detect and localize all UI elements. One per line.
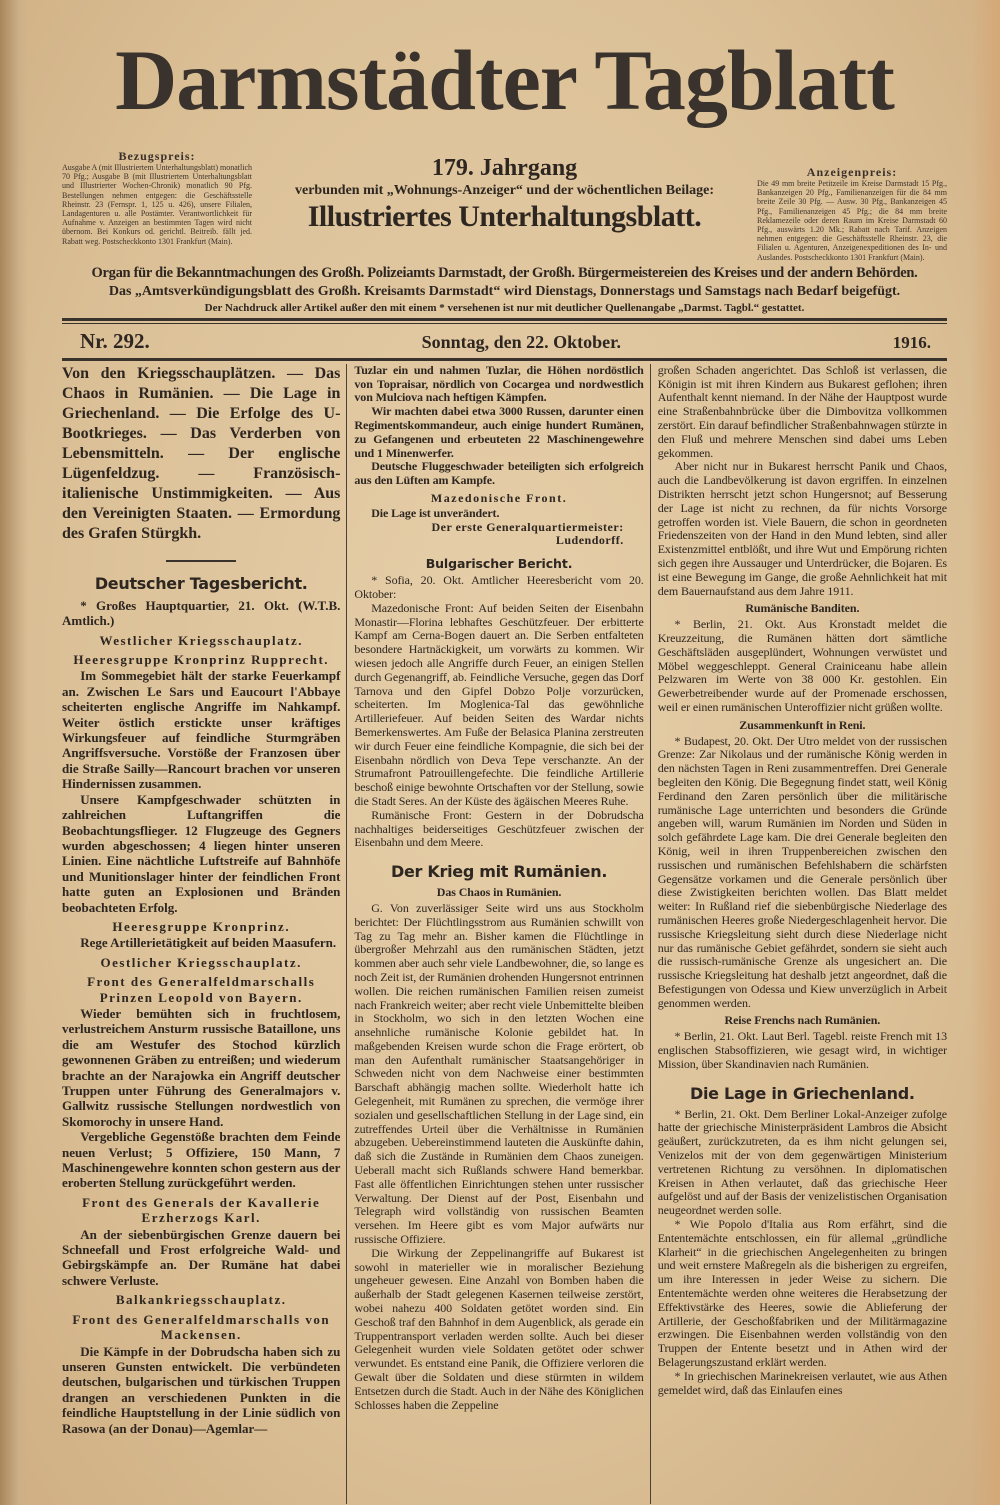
article-subheading: Zusammenkunft in Reni.: [739, 717, 866, 732]
article-paragraph: großen Schaden angerichtet. Das Schloß ist verlassen, die Königin ist mit ihren Kindern aus Bukarest geflohen; ihren Aufenthalt kennt niemand. In der Nähe der Hauptpost wurde eine Straßenbahnbrücke über die Dimbovitza vollkommen zerstört. Ein darauf befindlicher Straßenbahnwagen stürzte in den Fluß und mehrere Menschen sind dabei ums Leben gekommen.: [657, 362, 947, 460]
dateline-rule: [62, 358, 947, 361]
article-paragraph: * Berlin, 21. Okt. Aus Kronstadt meldet die Kreuzzeitung, die Rumänen hätten dort sämtliche Geschäftsläden ausgeplündert, Wohnungen verwüstet und Möbel weggeschleppt. General Crainiceanu habe allein Pelzwaren im Werte von 38 000 Kr. gestohlen. Ein Gewerbetreibender wurde auf der Promenade erschossen, weil er einen rumänischen Unteroffizier nicht grüßen wollte.: [657, 617, 947, 714]
article-paragraph: Mazedonische Front: Auf beiden Seiten der Eisenbahn Monastir—Florina lebhaftes Geschützfeuer. Der erbitterte Kampf am Cerna-Bogen dauert an. Die Serben entfalteten besondere Hartnäckigkeit, um vorwärts zu kommen. Wir wiesen jedoch alle Angriffe durch Feuer, an einigen Stellen durch Gegenangriff, ab. Feindliche Versuche, gegen das Dorf Tarnova und den Gipfel Dobzo Polje vorzurücken, scheiterten. Im Moglenica-Tal das gewöhnliche Artilleriefeuer. Auf beiden Seiten des Wardar nichts Bemerkenswertes. Am Fuße der Belasica Planina zerstreuten wir durch Feuer eine feindliche Kompagnie, die sich bei der Eisenbahn nördlich von Deva Tepe verschanzte. An der Strumafront Patrouillengefechte. Die feindliche Artillerie beschoß einige bewohnte Ortschaften vor der Stellung, sowie die Stadt Seres. An der Küste des ägäischen Meeres Ruhe.: [354, 600, 644, 808]
article-paragraph: * Budapest, 20. Okt. Der Utro meldet von der russischen Grenze: Zar Nikolaus und der rumänische König werden in den nächsten Tagen in Reni zusammentreffen. Drei Generale begleiten den König. Die Begegnung findet statt, weil König Ferdinand den Zaren persönlich über die militärische rumänische Lage unterrichten und besonders die Gründe angeben will, warum Rumänien im Norden und Süden in solch gefährdete Lage kam. Die drei Generale begleiten den König, weil in ihren Truppenbereichen zwischen den russischen und rumänischen Befehlshabern die schärfsten Gegensätze vorkamen und die Generale persönlich über diese Zwistigkeiten berichten wollen. Das Blatt meldet weiter: In Rußland rief die siebenbürgische Niederlage des rumänischen Heeres große Niedergeschlagenheit hervor. Die russische Kriegsleitung sieht durch diese Niederlage nicht nur das rumänische Gebiet gefährdet, sondern sie sieht auch die russisch-rumänische Grenze als ungesichert an. Die russische Kriegsleitung hat deshalb jetzt angeordnet, daß die Befestigungen von Odessa und Kiew unverzüglich in Arbeit genommen werden.: [657, 733, 947, 1010]
article-paragraph: * Berlin, 21. Okt. Dem Berliner Lokal-Anzeiger zufolge hatte der griechische Ministerpräsident Lambros die Absicht geäußert, zurückzutreten, da es ihm nicht gelungen sei, Venizelos mit der von dem gegenwärtigen Ministerium vertretenen Richtung zu versöhnen. In diplomatischen Kreisen in Athen verlautet, daß das griechische Heer aufgelöst und auf der Basis der venizelistischen Organisation neugeordnet werden solle.: [657, 1106, 947, 1218]
signature-line: Ludendorff.: [555, 533, 624, 548]
signature-line: Der erste Generalquartiermeister:: [431, 519, 624, 534]
article-paragraph: * Wie Popolo d'Italia aus Rom erfährt, sind die Ententemächte entschlossen, ein für allemal „gründliche Klarheit“ in die griechischen Angelegenheiten zu bringen und weit ernstere Maßregeln als die bisherigen zu ergreifen, um ihre Interessen in jeder Weise zu sichern. Die Ententemächte werden ohne weiteres die Herabsetzung der Effektivstärke des Heeres, sowie die Ablieferung der Artillerie, der Geschoßfabriken und der Militärmagazine erzwingen. Die Eisenbahnen werden vollständig von den Truppen der Entente besetzt und in Athen wird der Belagerungszustand erklärt werden.: [657, 1217, 947, 1370]
section-subheading: Front des Generalfeldmarschalls Prinzen Leopold von Bayern.: [87, 974, 316, 1005]
newspaper-masthead: [62, 10, 947, 150]
subscription-text: Ausgabe A (mit Illustriertem Unterhaltungsblatt) monatlich 70 Pfg.; Ausgabe B (mit Illustriertem Unterhaltungsblatt und Illustrierter Wochen-Chronik) monatlich 90 Pfg. Bestellungen nehmen entgegen: die Geschäftsstelle Rheinstr. 23 (Fernspr. 1, 125 u. 426), unsere Filialen, Landagenturen u. alle Postämter. Verantwortlichkeit für Aufnahme v. Anzeigen an bestimmten Tagen wird nicht übernom. Bei Konkurs od. gerichtl. Beitreib. fällt jed. Rabatt weg. Postscheckkonto 1301 Frankfurt (Main).: [62, 163, 252, 246]
column-3: [650, 364, 947, 1504]
article-subheading: Reise Frenchs nach Rumänien.: [724, 1013, 881, 1028]
section-subheading: Heeresgruppe Kronprinz Rupprecht.: [73, 652, 330, 668]
ad-price-box: [757, 166, 947, 262]
article-paragraph: * Berlin, 21. Okt. Laut Berl. Tagebl. reiste French mit 13 englischen Stabsoffizieren, wie gesagt wird, in wichtiger Mission, über Skandinavien nach Rumänien.: [657, 1029, 947, 1071]
subscription-title: Bezugspreis:: [118, 149, 196, 163]
masthead-title: Darmstädter Tagblatt: [115, 32, 894, 128]
article-paragraph: Wieder bemühten sich in fruchtlosem, verlustreichem Ansturm russische Bataillone, uns die am Westufer des Stochod kürzlich gewonnenen Gräben zu entreißen; und wiederum brachte an der Narajowka ein Angriff deutscher Truppen unter Führung des Generalmajors v. Gallwitz russische Stellungen nordwestlich von Skomorochy in unsere Hand.: [62, 1005, 341, 1129]
ad-price-title: Anzeigenpreis:: [806, 165, 898, 179]
issue-year: 1916.: [892, 332, 931, 352]
article-headline: Deutscher Tagesbericht.: [94, 573, 308, 593]
article-paragraph: Vergebliche Gegenstöße brachten dem Feinde neuen Verlust; 5 Offiziere, 150 Mann, 7 Maschinengewehre konnten schon gestern aus der eroberten Stellung zurückgeführt werden.: [62, 1129, 341, 1191]
issue-date: Sonntag, den 22. Oktober.: [421, 331, 621, 352]
article-paragraph: Tuzlar ein und nahmen Tuzlar, die Höhen nordöstlich von Topraisar, nördlich von Cocargea und nordwestlich von Mulciova nach heftigen Kämpfen.: [354, 362, 644, 405]
reprint-notice: Der Nachdruck aller Artikel außer den mit einem * versehenen ist nur mit deutlicher Quellenangabe „Darmst. Tagbl.“ gestattet.: [204, 301, 805, 314]
issue-number: Nr. 292.: [80, 328, 150, 353]
section-subheading: Front des Generals der Kavallerie Erzherzogs Karl.: [82, 1194, 321, 1226]
article-paragraph: Rumänische Front: Gestern in der Dobrudscha nachhaltiges beiderseitiges Geschützfeuer zwischen der Eisenbahn und dem Meere.: [354, 807, 644, 850]
article-paragraph: Wir machten dabei etwa 3000 Russen, darunter einen Regimentskommandeur, auch einige hundert Rumänen, zu Gefangenen und erbeuteten 22 Maschinengewehre und 1 Minenwerfer.: [354, 404, 644, 460]
article-paragraph: Die Kämpfe in der Dobrudscha haben sich zu unseren Gunsten entwickelt. Die verbündeten deutschen, bulgarischen und türkischen Truppen drangen an verschiedenen Punkten in die feindliche Hauptstellung in der Linie südlich von Rasowa (an der Donau)—Agemlar—: [62, 1343, 341, 1436]
article-headline: Die Lage in Griechenland.: [690, 1083, 915, 1103]
article-paragraph: Im Sommegebiet hält der starke Feuerkampf an. Zwischen Le Sars und Eaucourt l'Abbaye scheiterten englische Angriffe im Nahkampf. Weiter östlich erstickte unser kräftiges Wirkungsfeuer auf feindliche Sturmgräben Angriffsversuche. Vorstöße der Franzosen über die Straße Sailly—Rancourt brachen vor unseren Hindernissen zusammen.: [62, 668, 341, 792]
official-gazette-line: Das „Amtsverkündigungsblatt des Großh. Kreisamts Darmstadt“ wird Dienstags, Donnerstags und Samstags nach Bedarf beigefügt.: [108, 283, 901, 299]
section-subheading: Westlicher Kriegsschauplatz.: [99, 632, 303, 648]
section-subheading: Heeresgruppe Kronprinz.: [112, 918, 291, 934]
column-1: [62, 364, 340, 1436]
header-info-row: [62, 150, 947, 262]
supplement-line: verbunden mit „Wohnungs-Anzeiger“ und der wöchentlichen Beilage:: [295, 183, 714, 198]
article-summary: Von den Kriegsschauplätzen. — Das Chaos in Rumänien. — Die Lage in Griechenland. — Die Erfolge des U-Bootkrieges. — Das Verderben von Lebensmitteln. — Der englische Lügenfeldzug. — Französisch-italienische Unstimmigkeiten. — Aus den Vereinigten Staaten. — Ermordung des Grafen Stürgkh.: [62, 364, 341, 542]
article-columns: [62, 364, 947, 1504]
page-binding-edge: [0, 0, 28, 1505]
article-subheading: Das Chaos in Rumänien.: [436, 885, 562, 900]
article-paragraph: * Großes Hauptquartier, 21. Okt. (W.T.B. Amtlich.): [62, 597, 341, 629]
article-paragraph: * In griechischen Marinekreisen verlautet, wie aus Athen gemeldet wird, daß das Einlaufen eines: [657, 1368, 947, 1397]
subscription-price-box: [62, 150, 252, 246]
organ-line: Organ für die Bekanntmachungen des Großh. Polizeiamts Darmstadt, der Großh. Bürgermeistereien des Kreises und der andern Behörden.: [91, 264, 918, 281]
article-paragraph: Die Wirkung der Zeppelinangriffe auf Bukarest ist sowohl in materieller wie in moralischer Beziehung ungeheuer gewesen. Eine Anzahl von Bomben haben die außerhalb der Stadt gelegenen Kasernen teilweise zerstört, wobei nahezu 400 Soldaten getötet worden sind. Ein Geschoß traf den Bahnhof in dem Augenblick, als gerade ein Truppentransport verladen werden sollte. Auch bei dieser Gelegenheit wurden viele Soldaten getötet oder schwer verwundet. Es entstand eine Panik, die Offiziere verloren die Gewalt über die Soldaten und diese stürmten in wildem Entsetzen durch die Stadt. Auch in der Nähe des Königlichen Schlosses haben die Zeppeline: [354, 1245, 644, 1412]
article-headline: Der Krieg mit Rumänien.: [391, 862, 608, 882]
section-subheading: Mazedonische Front.: [430, 491, 568, 505]
dateline: [62, 324, 947, 358]
article-paragraph: G. Von zuverlässiger Seite wird uns aus Stockholm berichtet: Der Flüchtlingsstrom aus Rumänien schwillt von Tag zu Tag mehr an. Bisher kamen die Flüchtlinge in übergroßer Mehrzahl aus den rumänischen Städten, jetzt kommen aber auch sehr viele Landbewohner, die, so lange es noch Zeit ist, der Rumänien drohenden Hungersnot entrinnen wollen. Die reichen rumänischen Familien reisen zumeist nach Frankreich weiter; aber recht viele Unbemittelte bleiben in Stockholm, wo sich in den letzten Wochen eine ansehnliche rumänische Kolonie gebildet hat. In maßgebenden Kreisen wurde schon die Frage erörtert, ob man den Aufenthalt rumänischer Staatsangehöriger in Schweden nicht von dem Nachweise einer bestimmten Barschaft abhängig machen sollte. Wiederholt hatte ich Gelegenheit, mit Rumänen zu sprechen, die vermöge ihrer sozialen und gesellschaftlichen Stellung in der Lage sind, ein zutreffendes Urteil über die Verhältnisse in Rumänien abzugeben. Uebereinstimmend lauteten die Auskünfte dahin, daß sich die Zustände in Rumänien dem Chaos zuneigen. Ueberall macht sich Rußlands schwere Hand bemerkbar. Fast alle öffentlichen Einrichtungen stehen unter russischer Verwaltung. Der Dienst auf der Post, Eisenbahn und Telegraph wird vollständig von russischen Beamten versehen. Im Heere gibt es vom Major aufwärts nur russische Offiziere.: [354, 900, 644, 1247]
ad-price-text: Die 49 mm breite Petitzeile im Kreise Darmstadt 15 Pfg., Bankanzeigen 20 Pfg., Familienanzeigen für die 84 mm breite Zeile 30 Pfg. — Ausw. 30 Pfg., Bankanzeigen 45 Pfg., Familienanzeigen 45 Pfg.; die 84 mm breite Reklamezeile oder deren Raum im Kreise Darmstadt 60 Pfg., auswärts 1.20 Mk.; Rabatt nach Tarif. Anzeigen nehmen entgegen: die Geschäftsstelle Rheinstr. 23, die Filialen u. Agenturen, Anzeigenexpeditionen des In- und Auslandes. Postscheckkonto 1301 Frankfurt (Main).: [757, 179, 947, 262]
newspaper-page: [62, 10, 947, 1504]
article-subheading: Rumänische Banditen.: [745, 601, 860, 616]
supplement-title: Illustriertes Unterhaltungsblatt.: [307, 200, 702, 233]
article-paragraph: * Sofia, 20. Okt. Amtlicher Heeresbericht vom 20. Oktober:: [354, 573, 644, 601]
article-paragraph: Rege Artillerietätigkeit auf beiden Maasufern.: [80, 935, 337, 951]
header-rule: [62, 318, 947, 321]
article-paragraph: Die Lage ist unverändert.: [371, 505, 500, 520]
section-subheading: Oestlicher Kriegsschauplatz.: [100, 954, 302, 970]
section-divider: [166, 560, 236, 562]
section-subheading: Front des Generalfeldmarschalls von Mackensen.: [72, 1311, 331, 1343]
article-paragraph: Unsere Kampfgeschwader schützten in zahlreichen Luftangriffen die Beobachtungsflieger. 12 Flugzeuge des Gegners wurden abgeschossen; 4 liegen hinter unseren Linien. Eine nächtliche Luftstreife auf Bahnhöfe und Munitionslager hinter der feindlichen Front hatte guten an Explosionen und Bränden beobachteten Erfolg.: [62, 791, 341, 915]
article-paragraph: Deutsche Fluggeschwader beteiligten sich erfolgreich aus den Lüften am Kampfe.: [354, 459, 644, 488]
section-subheading: Balkankriegsschauplatz.: [115, 1292, 287, 1308]
header-center: [260, 150, 750, 235]
page-edge: [970, 0, 1000, 1505]
article-headline: Bulgarischer Bericht.: [425, 556, 573, 572]
volume-year: 179. Jahrgang: [431, 155, 578, 181]
article-paragraph: Aber nicht nur in Bukarest herrscht Panik und Chaos, auch die Landbevölkerung ist davon ergriffen. In einzelnen Distrikten herrscht jetzt schon Hungersnot; auf Besserung der Lage ist nicht zu rechnen, da für nichts Vorsorge getroffen worden ist. Viele Bauern, die schon in geordneten Friedenszeiten von der Hand in den Mund lebten, sind aller Existenzmittel entblößt, und ihre Wut und Empörung richten sich gegen ihre Aussauger und Unterdrücker, die Bojaren. Es ist eine Bewegung im Gange, die große Aehnlichkeit hat mit dem Bauernaufstand aus dem Jahre 1911.: [657, 459, 947, 598]
column-2: [346, 364, 643, 1504]
article-paragraph: An der siebenbürgischen Grenze dauern bei Schneefall und Frost erfolgreiche Wald- und Gebirgskämpfe an. Der Rumäne hat dabei schwere Verluste.: [62, 1226, 341, 1288]
